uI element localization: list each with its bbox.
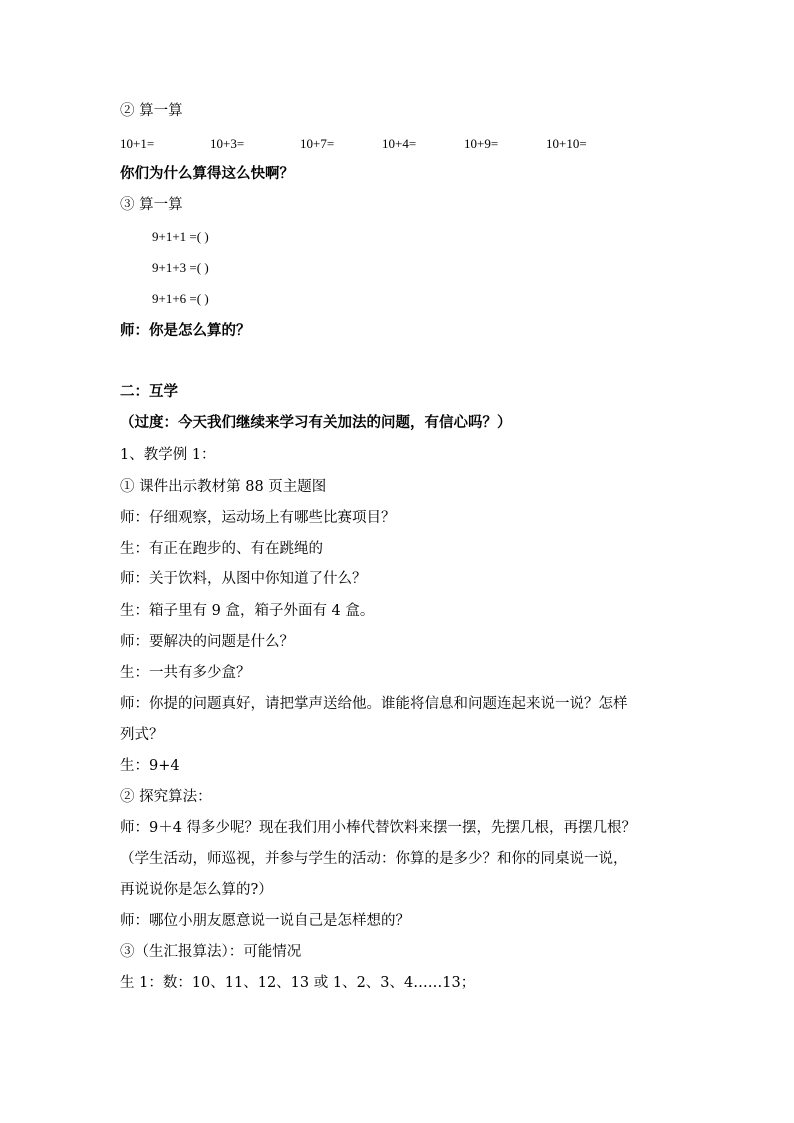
expression-line: 9+1+6 =( ) (152, 291, 209, 306)
expression-line: 9+1+1 =( ) (152, 229, 209, 244)
body-line: 师：哪位小朋友愿意说一说自己是怎样想的？ (120, 913, 410, 929)
body-line: ③（生汇报算法）：可能情况 (120, 944, 302, 960)
equation: 10+3= (210, 136, 245, 151)
expression-line: 9+1+3 =( ) (152, 260, 209, 275)
body-line: 再说说你是怎么算的?） (120, 882, 273, 898)
body-line: 列式？ (120, 727, 164, 743)
body-line: 师：你提的问题真好，请把掌声送给他。谁能将信息和问题连起来说一说？怎样 (120, 696, 628, 712)
body-line: 师：9＋4 得多少呢？现在我们用小棒代替饮料来摆一摆，先摆几根，再摆几根？ (120, 820, 637, 836)
body-line: 师：仔细观察，运动场上有哪些比赛项目？ (120, 510, 396, 526)
equation: 10+10= (546, 136, 587, 151)
equation: 10+7= (300, 136, 335, 151)
equation: 10+9= (464, 136, 499, 151)
subheading-calc-2: ② 算一算 (120, 103, 183, 119)
question-text: 你们为什么算得这么快啊？ (120, 166, 294, 182)
body-line: 生：箱子里有 9 盒，箱子外面有 4 盒。 (120, 603, 375, 619)
body-line: 1、教学例 1： (120, 447, 216, 463)
body-line: ① 课件出示教材第 88 页主题图 (120, 479, 327, 495)
body-line: 生：9+4 (120, 758, 180, 774)
teacher-question: 师：你是怎么算的？ (120, 323, 251, 339)
transition-note: （过度：今天我们继续来学习有关加法的问题，有信心吗？） (120, 415, 512, 431)
body-line: （学生活动，师巡视，并参与学生的活动：你算的是多少？和你的同桌说一说， (120, 851, 628, 867)
body-line: 师：要解决的问题是什么？ (120, 634, 294, 650)
subheading-calc-3: ③ 算一算 (120, 197, 183, 213)
section-title: 二：互学 (120, 384, 178, 400)
body-line: ② 探究算法： (120, 789, 212, 805)
equation: 10+1= (120, 136, 155, 151)
body-line: 生：一共有多少盒？ (120, 665, 251, 681)
body-line: 生 1：数：10、11、12、13 或 1、2、3、4……13； (120, 975, 476, 991)
body-line: 生：有正在跑步的、有在跳绳的 (120, 541, 323, 557)
equation: 10+4= (382, 136, 417, 151)
body-line: 师：关于饮料，从图中你知道了什么？ (120, 571, 367, 587)
